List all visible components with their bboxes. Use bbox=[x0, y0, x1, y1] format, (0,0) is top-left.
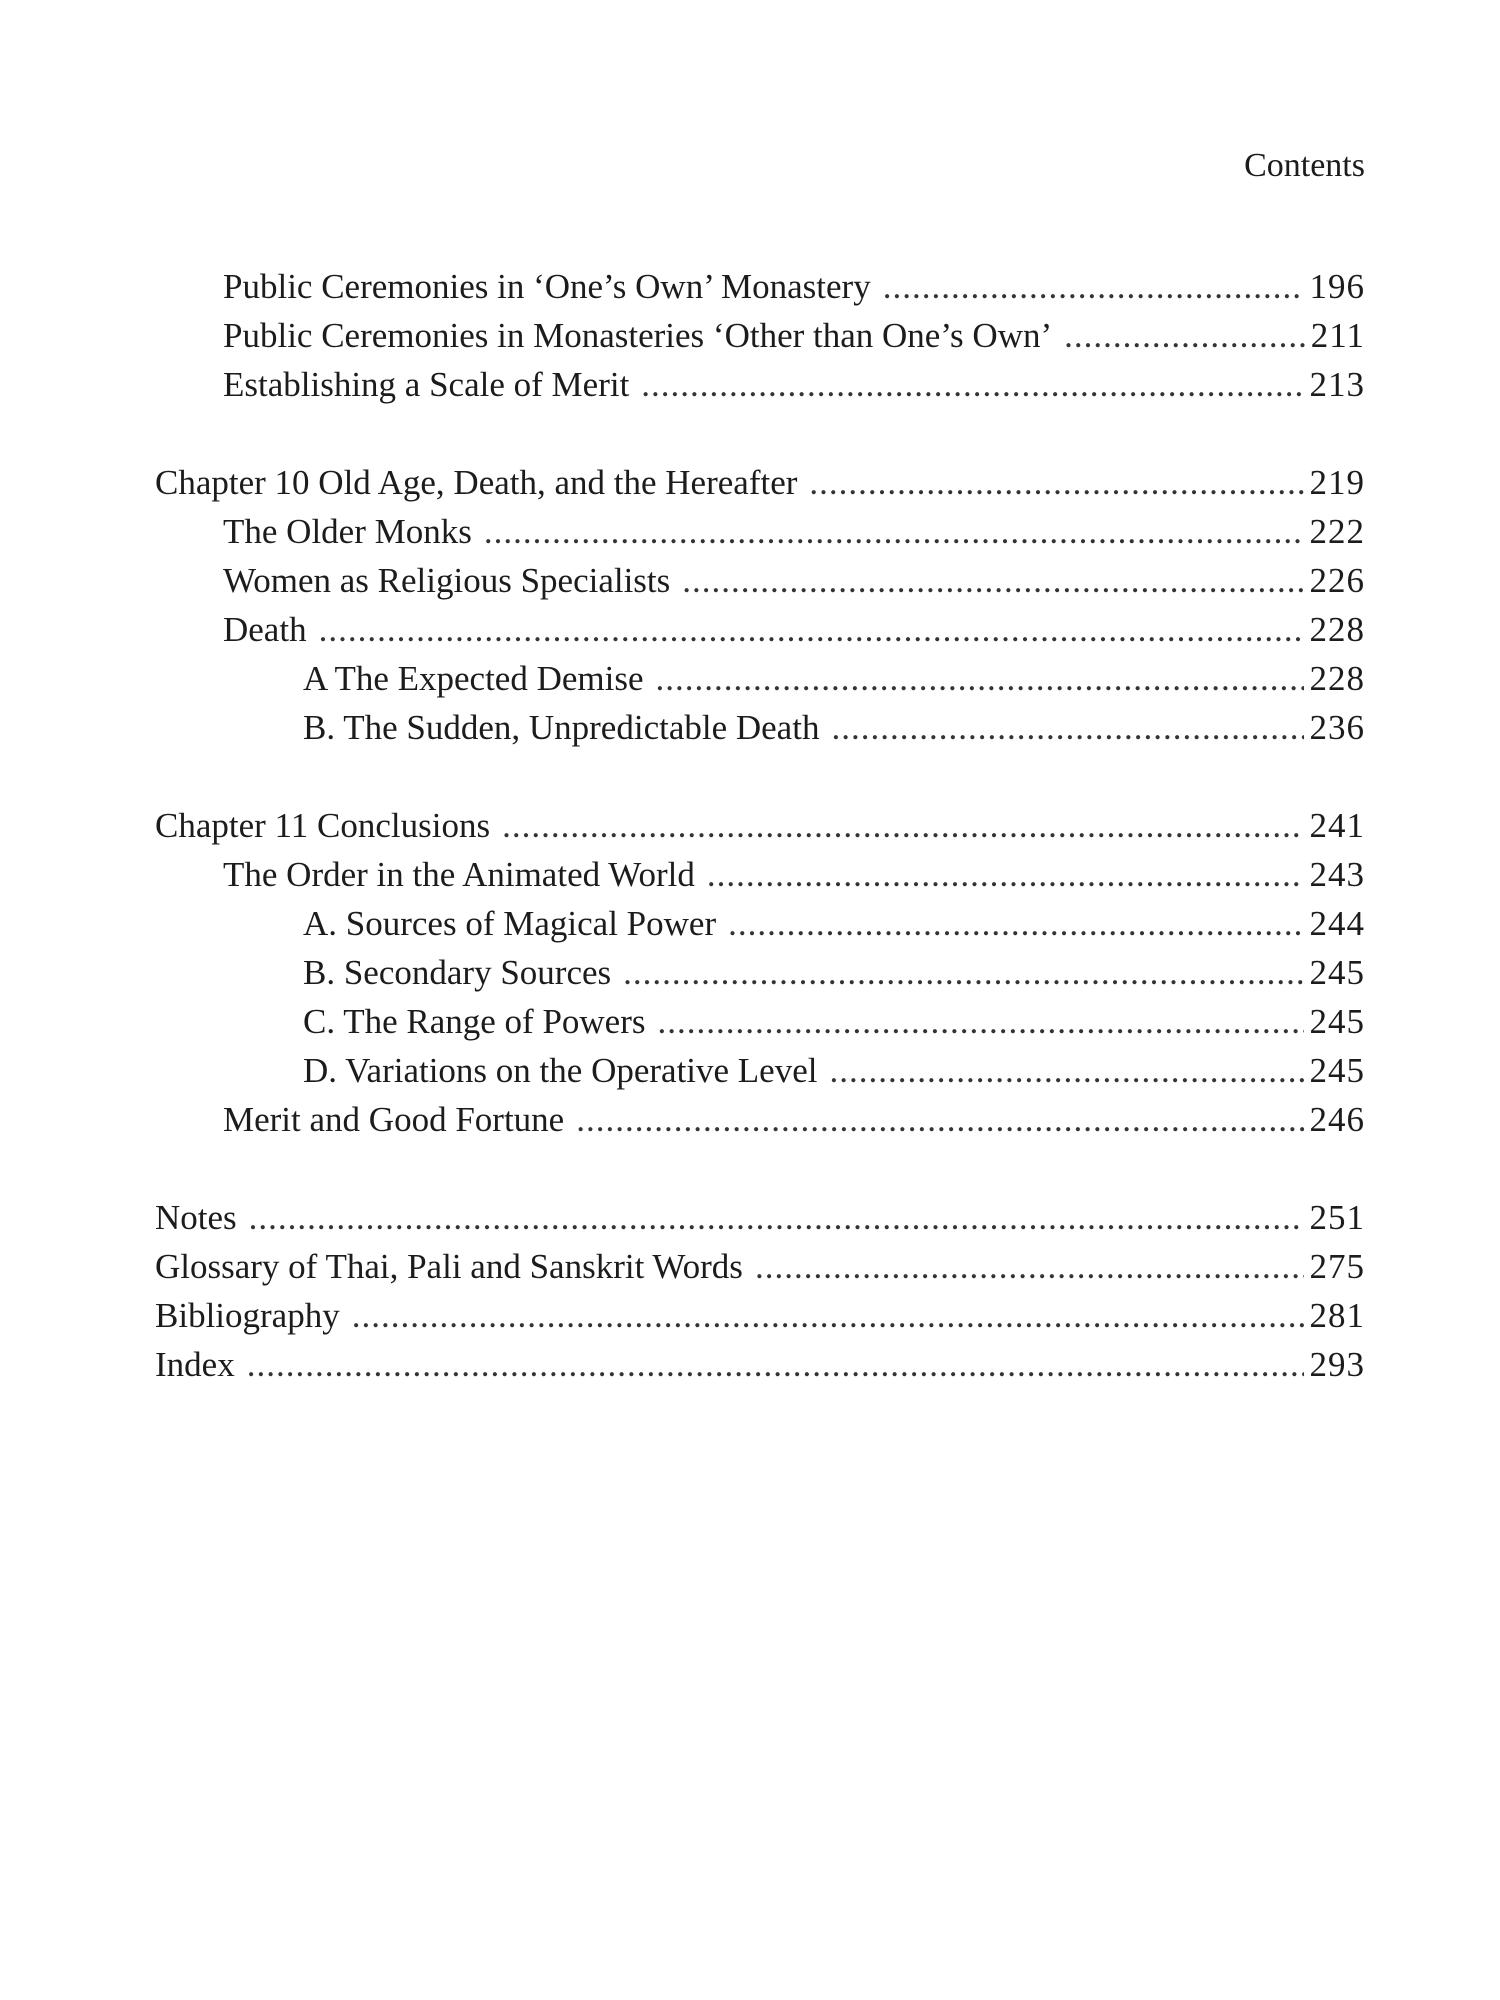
toc-group-back-matter bbox=[155, 1193, 1365, 1389]
dot-leader bbox=[809, 458, 1303, 507]
toc-entry-page: 245 bbox=[1309, 1002, 1365, 1041]
running-head: Contents bbox=[1244, 147, 1365, 184]
toc-entry-title: D. Variations on the Operative Level bbox=[303, 1051, 818, 1090]
dot-leader bbox=[755, 1242, 1304, 1291]
table-of-contents bbox=[155, 262, 1365, 1389]
toc-entry-title: Index bbox=[155, 1345, 235, 1384]
dot-leader bbox=[831, 703, 1303, 752]
toc-entry-title: The Older Monks bbox=[223, 512, 472, 551]
toc-entry-page: 275 bbox=[1309, 1247, 1365, 1286]
dot-leader bbox=[247, 1340, 1304, 1389]
toc-entry-page: 293 bbox=[1309, 1345, 1365, 1384]
toc-subentry[interactable] bbox=[155, 997, 1365, 1046]
toc-entry-page: 245 bbox=[1309, 953, 1365, 992]
toc-entry-title: A. Sources of Magical Power bbox=[303, 904, 717, 943]
toc-chapter-entry[interactable] bbox=[155, 801, 1365, 850]
toc-entry-page: 196 bbox=[1309, 267, 1365, 306]
toc-subentry[interactable] bbox=[155, 948, 1365, 997]
toc-entry-title: Women as Religious Specialists bbox=[223, 561, 671, 600]
toc-entry-title: Chapter 10 Old Age, Death, and the Hereafter bbox=[155, 463, 798, 502]
toc-group-ceremonies bbox=[155, 262, 1365, 409]
toc-entry-title: Chapter 11 Conclusions bbox=[155, 806, 491, 845]
toc-entry-title: Public Ceremonies in Monasteries ‘Other than One’s Own’ bbox=[223, 316, 1053, 355]
dot-leader bbox=[883, 262, 1304, 311]
toc-entry-title: A The Expected Demise bbox=[303, 659, 644, 698]
dot-leader bbox=[576, 1095, 1303, 1144]
toc-entry-notes[interactable] bbox=[155, 1193, 1365, 1242]
toc-entry-page: 236 bbox=[1309, 708, 1365, 747]
toc-entry-page: 251 bbox=[1309, 1198, 1365, 1237]
toc-entry[interactable] bbox=[155, 507, 1365, 556]
toc-entry-page: 219 bbox=[1309, 463, 1365, 502]
toc-entry[interactable] bbox=[155, 262, 1365, 311]
toc-entry-page: 244 bbox=[1309, 904, 1365, 943]
dot-leader bbox=[352, 1291, 1304, 1340]
toc-entry[interactable] bbox=[155, 360, 1365, 409]
dot-leader bbox=[728, 899, 1303, 948]
toc-entry-glossary[interactable] bbox=[155, 1242, 1365, 1291]
toc-subentry[interactable] bbox=[155, 899, 1365, 948]
toc-entry-page: 228 bbox=[1309, 610, 1365, 649]
toc-entry-page: 243 bbox=[1309, 855, 1365, 894]
toc-entry-page: 228 bbox=[1309, 659, 1365, 698]
toc-entry-page: 246 bbox=[1309, 1100, 1365, 1139]
toc-group-chapter-10 bbox=[155, 458, 1365, 752]
toc-entry-page: 245 bbox=[1309, 1051, 1365, 1090]
toc-entry-page: 222 bbox=[1309, 512, 1365, 551]
dot-leader bbox=[682, 556, 1303, 605]
dot-leader bbox=[829, 1046, 1303, 1095]
dot-leader bbox=[707, 850, 1304, 899]
toc-entry-page: 241 bbox=[1309, 806, 1365, 845]
dot-leader bbox=[658, 997, 1304, 1046]
toc-entry[interactable] bbox=[155, 311, 1365, 360]
toc-entry-title: B. Secondary Sources bbox=[303, 953, 612, 992]
toc-group-chapter-11 bbox=[155, 801, 1365, 1144]
toc-entry[interactable] bbox=[155, 556, 1365, 605]
toc-chapter-entry[interactable] bbox=[155, 458, 1365, 507]
toc-entry[interactable] bbox=[155, 605, 1365, 654]
dot-leader bbox=[249, 1193, 1304, 1242]
dot-leader bbox=[502, 801, 1303, 850]
toc-entry-page: 213 bbox=[1309, 365, 1365, 404]
toc-entry-title: The Order in the Animated World bbox=[223, 855, 695, 894]
toc-entry-title: Death bbox=[223, 610, 307, 649]
dot-leader bbox=[484, 507, 1304, 556]
toc-subentry[interactable] bbox=[155, 1046, 1365, 1095]
toc-entry-title: C. The Range of Powers bbox=[303, 1002, 646, 1041]
toc-entry-title: Establishing a Scale of Merit bbox=[223, 365, 630, 404]
toc-subentry[interactable] bbox=[155, 654, 1365, 703]
dot-leader bbox=[656, 654, 1304, 703]
toc-entry[interactable] bbox=[155, 850, 1365, 899]
toc-entry-index[interactable] bbox=[155, 1340, 1365, 1389]
toc-entry[interactable] bbox=[155, 1095, 1365, 1144]
toc-entry-title: Glossary of Thai, Pali and Sanskrit Words bbox=[155, 1247, 743, 1286]
toc-entry-page: 211 bbox=[1310, 316, 1365, 355]
toc-subentry[interactable] bbox=[155, 703, 1365, 752]
toc-entry-title: Merit and Good Fortune bbox=[223, 1100, 565, 1139]
toc-entry-title: Notes bbox=[155, 1198, 237, 1237]
toc-entry-page: 281 bbox=[1309, 1296, 1365, 1335]
toc-entry-title: B. The Sudden, Unpredictable Death bbox=[303, 708, 820, 747]
toc-entry-bibliography[interactable] bbox=[155, 1291, 1365, 1340]
toc-entry-title: Bibliography bbox=[155, 1296, 340, 1335]
toc-entry-title: Public Ceremonies in ‘One’s Own’ Monastery bbox=[223, 267, 871, 306]
toc-entry-page: 226 bbox=[1309, 561, 1365, 600]
dot-leader bbox=[1064, 311, 1305, 360]
dot-leader bbox=[319, 605, 1304, 654]
dot-leader bbox=[641, 360, 1303, 409]
dot-leader bbox=[623, 948, 1303, 997]
